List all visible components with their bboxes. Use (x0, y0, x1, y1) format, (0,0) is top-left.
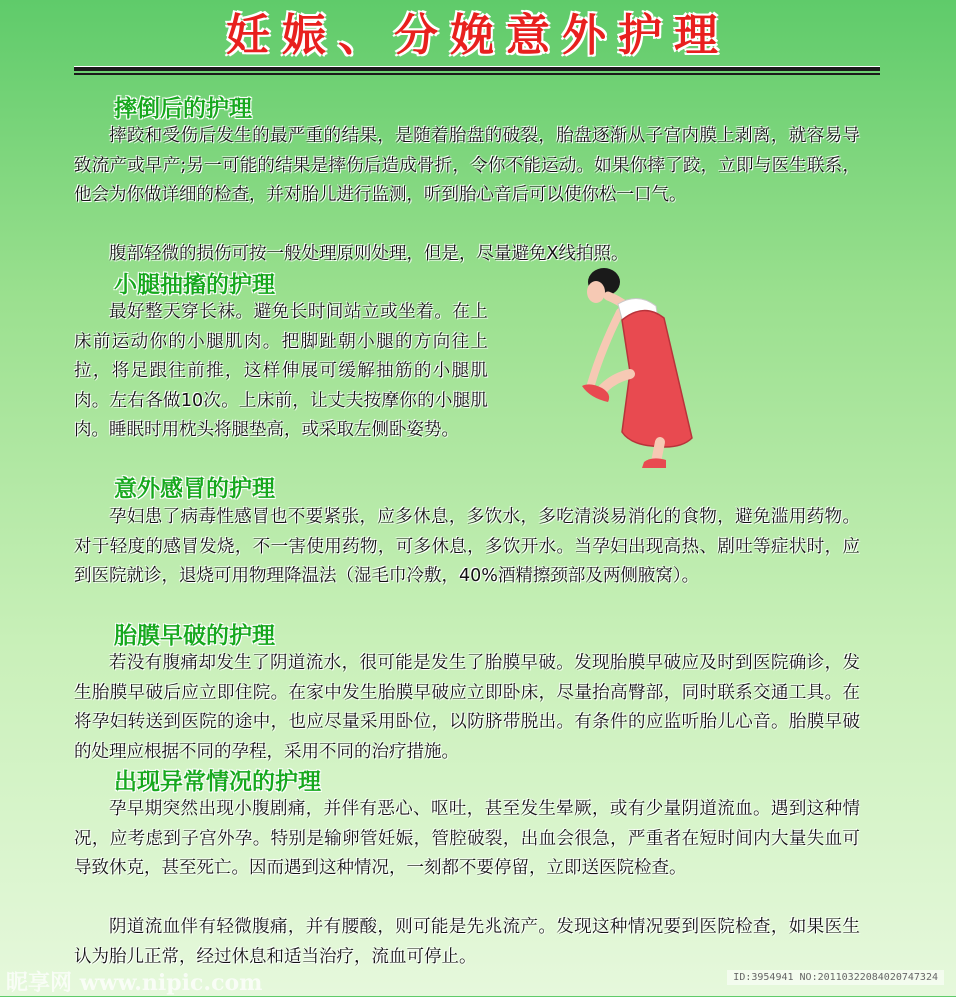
section-heading-cramp: 小腿抽搐的护理 (114, 272, 275, 298)
section-heading-membrane: 胎膜早破的护理 (114, 623, 275, 649)
section-paragraph-fall-1: 摔跤和受伤后发生的最严重的结果，是随着胎盘的破裂，胎盘逐渐从子宫内膜上剥离，就容易导致流产或早产;另一可能的结果是摔伤后造成骨折，令你不能运动。如果你摔了跤，立即与医生联系，他会为你做详细的检查，并对胎儿进行监测，听到胎心音后可以使你松一口气。 (74, 126, 860, 205)
section-paragraph-membrane: 若没有腹痛却发生了阴道流水，很可能是发生了胎膜早破。发现胎膜早破应及时到医院确诊，发生胎膜早破后应立即住院。在家中发生胎膜早破应立即卧床，尽量抬高臀部，同时联系交通工具。在将孕妇转送到医院的途中，也应尽量采用卧位，以防脐带脱出。有条件的应监听胎儿心音。胎膜早破的处理应根据不同的孕程，采用不同的治疗措施。 (74, 653, 860, 762)
image-id-label: ID:3954941 NO:20110322084020747324 (727, 970, 944, 985)
section-paragraph-abnormal-1: 孕早期突然出现小腹剧痛，并伴有恶心、呕吐，甚至发生晕厥，或有少量阴道流血。遇到这种情况，应考虑到子宫外孕。特别是输卵管妊娠，管腔破裂，出血会很急，严重者在短时间内大量失血可导致休克，甚至死亡。因而遇到这种情况，一刻都不要停留，立即送医院检查。 (74, 799, 860, 878)
section-heading-abnormal: 出现异常情况的护理 (114, 769, 321, 795)
section-paragraph-cold: 孕妇患了病毒性感冒也不要紧张，应多休息，多饮水，多吃清淡易消化的食物，避免滥用药物。对于轻度的感冒发烧，不一害使用药物，可多休息，多饮开水。当孕妇出现高热、剧吐等症状时，应到医院就诊，退烧可用物理降温法（湿毛巾冷敷，40%酒精擦颈部及两侧腋窝）。 (74, 507, 860, 586)
section-paragraph-fall-2: 腹部轻微的损伤可按一般处理原则处理，但是，尽量避免X线拍照。 (109, 244, 629, 264)
page-title: 妊娠、分娩意外护理 (226, 10, 730, 61)
section-heading-fall: 摔倒后的护理 (114, 96, 252, 122)
title-divider-thick (74, 66, 880, 71)
title-divider-thin (74, 73, 880, 75)
site-watermark: 昵享网 www.nipic.com (6, 970, 263, 996)
section-paragraph-cramp: 最好整天穿长袜。避免长时间站立或坐着。在上床前运动你的小腿肌肉。把脚趾朝小腿的方向往上拉，将足跟往前推，这样伸展可缓解抽筋的小腿肌肉。左右各做10次。上床前，让丈夫按摩你的小腿肌肉。睡眠时用枕头将腿垫高，或采取左侧卧姿势。 (74, 302, 488, 440)
section-paragraph-abnormal-2: 阴道流血伴有轻微腹痛，并有腰酸，则可能是先兆流产。发现这种情况要到医院检查，如果医生认为胎儿正常，经过休息和适当治疗，流血可停止。 (74, 917, 860, 967)
woman-stretching-illustration (560, 262, 720, 474)
section-heading-cold: 意外感冒的护理 (114, 476, 275, 502)
